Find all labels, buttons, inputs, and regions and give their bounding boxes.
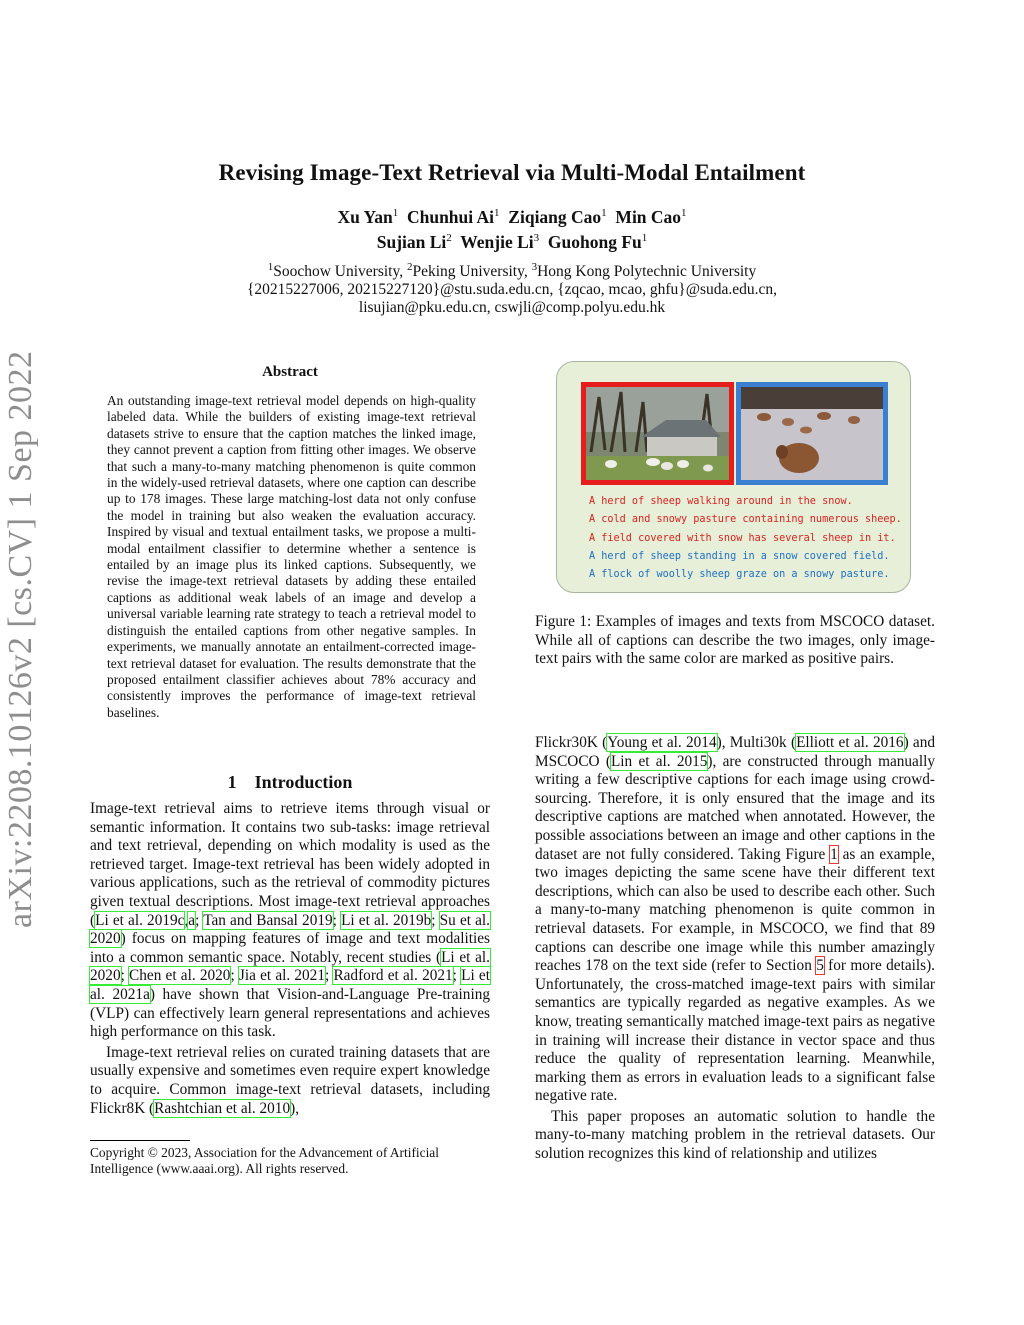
citation-link[interactable]: Chen et al. 2020: [129, 967, 231, 985]
figure-caption-line: A herd of sheep standing in a snow covered field.: [589, 550, 890, 562]
author: Wenjie Li: [460, 232, 534, 252]
text-run: ,: [184, 911, 189, 929]
footnote-rule: [90, 1140, 190, 1141]
author-affil: 3: [533, 232, 540, 245]
citation-link[interactable]: Jia et al. 2021: [238, 967, 325, 985]
citation-link[interactable]: Li et al. 2019c: [95, 911, 185, 929]
figure-caption-line: A herd of sheep walking around in the snow.: [589, 496, 853, 507]
figure-caption-line: A flock of woolly sheep graze on a snowy pasture.: [589, 569, 890, 581]
affil-1: Soochow University,: [273, 263, 407, 281]
arxiv-stamp: arXiv:2208.10126v2 [cs.CV] 1 Sep 2022: [2, 350, 39, 928]
text-run: ;: [120, 967, 130, 985]
citation-link[interactable]: Radford et al. 2021: [333, 967, 453, 985]
author: Sujian Li: [376, 232, 447, 252]
citation-link[interactable]: Young et al. 2014: [607, 734, 717, 751]
citation-link[interactable]: Li et al. 2020: [90, 948, 490, 985]
text-run: ;: [431, 911, 440, 929]
text-run: ;: [230, 967, 239, 985]
left-column-body: [90, 800, 490, 1118]
text-run: ) and MSCOCO (: [535, 734, 935, 770]
citation-link[interactable]: a: [188, 911, 196, 929]
photo-sheep: [703, 465, 713, 472]
text-run: ) focus on mapping features of image and text modalities into a common semantic space. Notably, recent studies (: [90, 930, 490, 966]
author-affil: 1: [392, 207, 399, 220]
author: Min Cao: [615, 207, 682, 227]
text-run: ) have shown that Vision-and-Language Pre-training (VLP) can effectively learn general representations and achieves high performance on this task.: [90, 985, 490, 1041]
author: Guohong Fu: [547, 232, 642, 252]
photo-sheep: [848, 416, 860, 424]
abstract-text: An outstanding image-text retrieval model depends on high-quality labeled data. While the builders of existing image-text retrieval datasets strive to ensure that the caption matches the linked image, they cannot prevent a caption from fitting other images. We observe that such a many-to-many matching phenomenon is quite common in the widely-used retrieval datasets, where one caption can describe up to 178 images. These large matching-lost data not only confuse the model in training but also weaken the evaluation accuracy. Inspired by visual and textual entailment tasks, we propose a multi-modal entailment classifier to determine whether a sentence is entailed by an image plus its linked captions. Subsequently, we revise the image-text retrieval datasets by adding these entailed captions as additional weak labels of an image and develop a universal variable learning rate strategy to teach a retrieval model to distinguish the entailed captions from other negative samples. In experiments, we manually annotate an entailment-corrected image-text retrieval dataset for evaluation. The results demonstrate that the proposed entailment classifier achieves about 78% accuracy and consistently improves the performance of image-text retrieval baselines.: [107, 393, 476, 720]
emails-line-2: lisujian@pku.edu.cn, cswjli@comp.polyu.edu.hk: [358, 299, 666, 316]
text-run: ;: [452, 967, 462, 985]
photo-sheep: [661, 462, 673, 470]
text-run: Image-text retrieval aims to retrieve items through visual or semantic information. It contains two sub-tasks: image retrieval and text retrieval, depending on which modality is used as the retrieved target. Image-text retrieval has been widely adopted in various applications, such as the retrieval of commodity pictures given textual descriptions. Most image-text retrieval approaches (: [90, 800, 490, 929]
author-affil: 1: [494, 207, 500, 220]
photo-sheep: [646, 458, 660, 466]
text-run: ;: [332, 911, 342, 929]
photo-sheep: [605, 460, 617, 468]
author-affil: 1: [641, 232, 648, 245]
affil-num: 3: [531, 261, 538, 273]
photo-sheep: [800, 427, 812, 434]
author-line-1: [0, 207, 1024, 228]
author: Ziqiang Cao: [508, 207, 602, 227]
author-affil: 2: [446, 232, 452, 245]
figure-caption-line: A field covered with snow has several sheep in it.: [589, 532, 896, 544]
paper-title: Revising Image-Text Retrieval via Multi-Modal Entailment: [218, 160, 806, 185]
figure-1-caption: Figure 1: Examples of images and texts from MSCOCO dataset. While all of captions can describe the two images, only image-text pairs with the same color are marked as positive pairs.: [535, 613, 935, 668]
section-reference-link[interactable]: 5: [816, 957, 824, 975]
author-line-2: [0, 232, 1024, 253]
citation-link[interactable]: Li et al. 2019b: [341, 911, 432, 929]
affil-2: Peking University,: [412, 263, 532, 281]
text-run: Image-text retrieval relies on curated training datasets that are usually expensive and sometimes even require expert knowledge to acquire. Common image-text retrieval datasets, including Flickr8K (: [90, 1043, 490, 1117]
photo-treeline: [741, 387, 883, 409]
text-run: for more details). Unfortunately, the cross-matched image-text pairs with similar semantics are typically regarded as negative examples. As we know, treating semantically matched image-text pairs as negative in training will increase their distance in vector space and thus reduce the quality of representation learning. Meanwhile, marking them as errors in evaluation leads to a significant false negative rate.: [535, 957, 935, 1105]
photo-sheep: [817, 412, 831, 420]
text-run: ), are constructed through manually writing a few descriptive captions for each image using crowd-sourcing. Therefore, it is only ensured that the image and its descriptive captions are matched when annotated. However, the possible associations between an image and other captions in the dataset are not fully considered. Taking Figure: [535, 752, 935, 863]
right-column-body: [535, 734, 935, 1164]
affiliations: [0, 261, 1024, 281]
text-run: ), Multi30k (: [716, 734, 797, 751]
intro-paragraph-2: [90, 1044, 490, 1118]
photo-sheep: [677, 460, 689, 468]
photo-house: [647, 437, 717, 459]
text-run: as an example, two images depicting the same scene have their different text descriptions, which can also be used to describe each other. Such a many-to-many matching phenomenon is quite common in retrieval datasets. For example, in MSCOCO, we find that 89 captions can describe one image while this number amazingly reaches 178 on the text side (refer to Section: [535, 845, 935, 975]
figure-reference-link[interactable]: 1: [830, 845, 838, 863]
text-run: Flickr30K (: [535, 734, 608, 751]
author: Chunhui Ai: [406, 207, 495, 227]
citation-link[interactable]: Lin et al. 2015: [610, 752, 708, 770]
citation-link[interactable]: Tan and Bansal 2019: [203, 911, 333, 929]
photo-sheep: [782, 418, 794, 426]
abstract-heading: Abstract: [262, 364, 318, 380]
figure-1-captions: [589, 493, 902, 584]
citation-link[interactable]: Su et al. 2020: [90, 911, 491, 948]
author-affil: 1: [681, 207, 687, 220]
text-run: ;: [324, 967, 334, 985]
author-affil: 1: [601, 207, 607, 220]
photo-sheep-head: [776, 445, 788, 459]
intro-paragraph-2-cont: [535, 734, 935, 1106]
text-run: ;: [195, 911, 204, 929]
citation-link[interactable]: Li et al. 2021a: [90, 967, 490, 1003]
affil-3: Hong Kong Polytechnic University: [537, 263, 757, 281]
affil-num: 2: [406, 261, 413, 273]
copyright-footnote: Copyright © 2023, Association for the Advancement of Artificial Intelligence (www.aaai.org). All rights reserved.: [90, 1145, 439, 1177]
intro-paragraph-1: [90, 800, 490, 1042]
intro-paragraph-3: This paper proposes an automatic solution to handle the many-to-many matching problem in the retrieval datasets. Our solution recognizes this kind of relationship and utilizes: [535, 1107, 935, 1163]
text-run: ),: [290, 1099, 300, 1117]
photo-sheep: [757, 413, 771, 421]
affil-num: 1: [267, 261, 274, 273]
citation-link[interactable]: Rashtchian et al. 2010: [154, 1099, 291, 1117]
citation-link[interactable]: Elliott et al. 2016: [796, 734, 904, 751]
section-heading-introduction: 1 Introduction: [227, 772, 353, 792]
figure-caption-line: A cold and snowy pasture containing numerous sheep.: [589, 514, 902, 526]
figure-1-image-left: [581, 382, 734, 485]
figure-1-image-right: [736, 382, 888, 485]
emails-line-1: {20215227006, 20215227120}@stu.suda.edu.cn, {zqcao, mcao, ghfu}@suda.edu.cn,: [246, 281, 778, 298]
author: Xu Yan: [337, 207, 393, 227]
